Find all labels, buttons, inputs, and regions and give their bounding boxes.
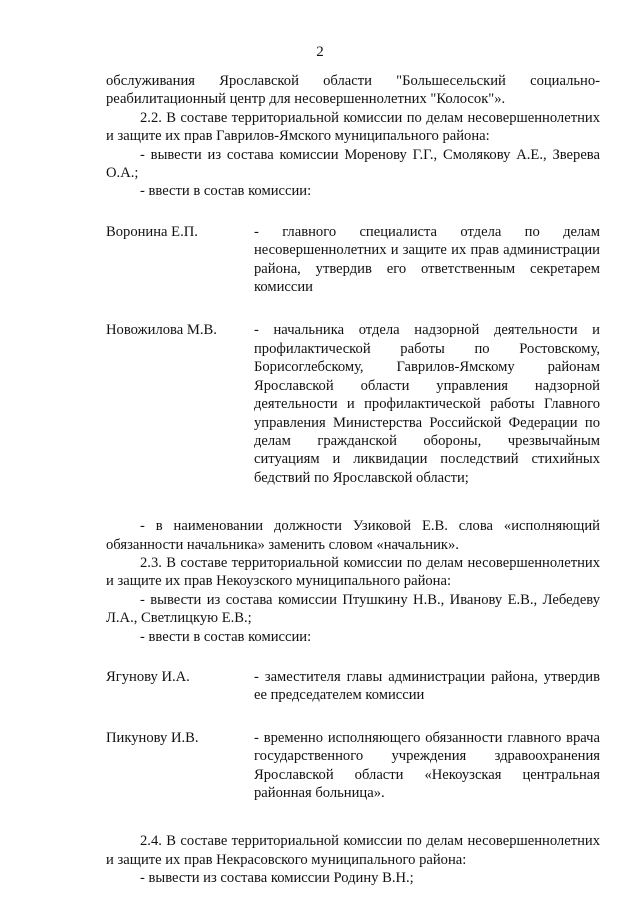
member-name: Пикунову И.В. bbox=[106, 729, 199, 746]
member-entry bbox=[106, 668, 600, 705]
member-name: Воронина Е.П. bbox=[106, 223, 198, 240]
member-position: - заместителя главы администрации района, утвердив ее председателем комиссии bbox=[254, 668, 600, 704]
member-position: - временно исполняющего обязанности главного врача государственного учреждения здравоохранения Ярославской области «Некоузская центральная районная больница». bbox=[254, 729, 600, 801]
paragraph-2-4: 2.4. В составе территориальной комиссии по делам несовершеннолетних и защите их прав Некрасовского муниципального района: bbox=[106, 833, 600, 868]
paragraph-continuation: обслуживания Ярославской области "Большесельский социально-реабилитационный центр для несовершеннолетних "Колосок"». bbox=[106, 73, 600, 108]
member-name: Новожилова М.В. bbox=[106, 322, 217, 339]
paragraph-2-3: 2.3. В составе территориальной комиссии по делам несовершеннолетних и защите их прав Некоузского муниципального района: bbox=[106, 554, 600, 590]
member-name: Ягунову И.А. bbox=[106, 668, 190, 685]
paragraph-add-members: - ввести в состав комиссии: bbox=[140, 628, 312, 645]
member-entry bbox=[106, 223, 600, 297]
member-entry bbox=[106, 729, 600, 803]
document-body bbox=[106, 72, 600, 888]
paragraph-remove-members: - вывести из состава комиссии Птушкину Н.В., Иванову Е.В., Лебедеву Л.А., Светлицкую Е.В.; bbox=[106, 591, 600, 627]
member-position: - начальника отдела надзорной деятельности и профилактической работы по Ростовскому, Борисоглебскому, Гаврилов-Ямскому районам Ярославской области управления надзорной деятельности и профилактической работы Главного управления Министерства Российской Федерации по делам гражданской обороны, чрезвычайным ситуациям и ликвидации последствий стихийных бедствий по Ярославской области; bbox=[254, 322, 600, 486]
paragraph-remove-members: - вывести из состава комиссии Родину В.Н.; bbox=[140, 870, 414, 887]
paragraph-2-2: 2.2. В составе территориальной комиссии по делам несовершеннолетних и защите их прав Гаврилов-Ямского муниципального района: bbox=[106, 109, 600, 145]
paragraph-rename-position: - в наименовании должности Узиковой Е.В. слова «исполняющий обязанности начальника» заменить словом «начальник». bbox=[106, 518, 600, 553]
member-entry bbox=[106, 321, 600, 487]
member-position: - главного специалиста отдела по делам несовершеннолетних и защите их прав администрации района, утвердив его ответственным секретарем комиссии bbox=[254, 223, 600, 296]
paragraph-remove-members: - вывести из состава комиссии Моренову Г.Г., Смолякову А.Е., Зверева О.А.; bbox=[106, 146, 600, 182]
page-number: 2 bbox=[316, 44, 324, 60]
paragraph-add-members: - ввести в состав комиссии: bbox=[140, 183, 312, 200]
